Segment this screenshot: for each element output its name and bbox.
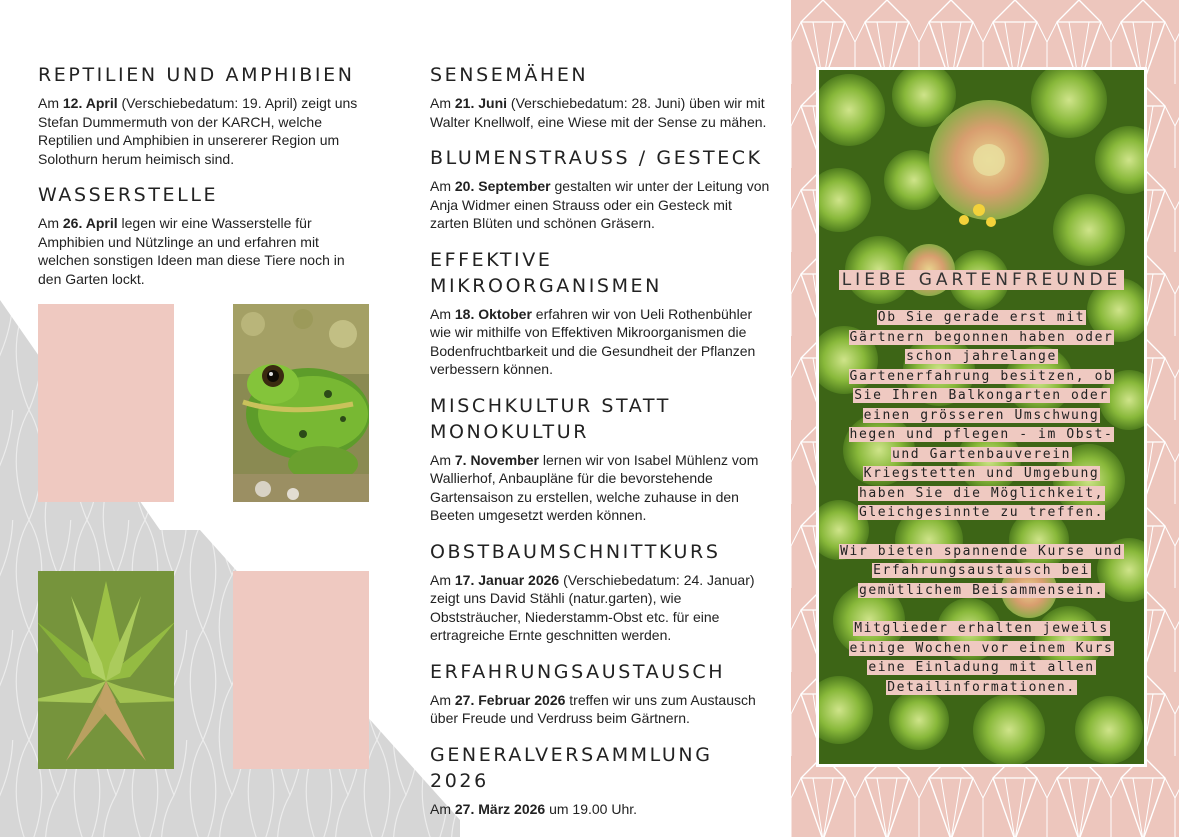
section-generalversammlung	[430, 742, 770, 819]
middle-column	[430, 62, 770, 832]
section-obstbaumschnitt	[430, 539, 770, 645]
section-text: Am 20. September gestalten wir unter der Leitung von Anja Widmer einen Strauss oder ein Gesteck mit zarten Blüten und schönen Gräsern.	[430, 178, 770, 231]
succulent-background-photo-frame	[816, 67, 1147, 767]
intro-text	[837, 308, 1127, 697]
section-text: Am 27. Februar 2026 treffen wir uns zum Austausch über Freude und Verdruss beim Gärtnern.	[430, 691, 756, 726]
section-sensemaehen	[430, 62, 770, 131]
frog-photo	[233, 304, 369, 502]
section-title: BLUMENSTRAUSS / GESTECK	[430, 147, 763, 169]
section-title: GENERALVERSAMMLUNG 2026	[430, 743, 713, 792]
section-text: Am 26. April legen wir eine Wasserstelle für Amphibien und Nützlinge an und erfahren mit welchen sonstigen Ideen man diese Tiere noch in den Garten lockt.	[38, 215, 345, 287]
section-erfahrungsaustausch	[430, 659, 770, 728]
section-text: Am 17. Januar 2026 (Verschiebedatum: 24. Januar) zeigt uns David Stähli (natur.garten), wie Obststräucher, Niederstamm-Obst etc. für eine ertragreiche Ernte geschnitten werden.	[430, 571, 755, 643]
left-column	[38, 62, 368, 302]
pink-block-top	[38, 304, 174, 502]
section-text: Am 18. Oktober erfahren wir von Ueli Rothenbühler wie wir mithilfe von Effektiven Mikroorganismen die Bodenfruchtbarkeit und die Gesundheit der Pflanzen verbessern können.	[430, 305, 756, 377]
section-title: WASSERSTELLE	[38, 184, 219, 206]
pink-block-bottom	[233, 571, 369, 769]
section-reptilien	[38, 62, 368, 168]
section-mikroorganismen	[430, 247, 770, 379]
section-title: OBSTBAUMSCHNITTKURS	[430, 540, 721, 563]
intro-paragraph: Mitglieder erhalten jeweils einige Wochen vor einem Kurs eine Einladung mit allen Detailinformationen.	[849, 621, 1114, 695]
section-text: Am 27. März 2026 um 19.00 Uhr.	[430, 800, 638, 817]
section-mischkultur	[430, 393, 770, 525]
section-title: SENSEMÄHEN	[430, 64, 589, 86]
section-wasserstelle	[38, 182, 368, 288]
section-title: ERFAHRUNGSAUSTAUSCH	[430, 660, 726, 683]
intro-overlay	[819, 270, 1144, 716]
section-text: Am 12. April (Verschiebedatum: 19. April) zeigt uns Stefan Dummermuth von der KARCH, welche Reptilien und Amphibien in unsererer Region um Solothurn herum heimisch sind.	[38, 95, 358, 167]
succulent-photo	[38, 571, 174, 769]
section-text: Am 7. November lernen wir von Isabel Mühlenz vom Wallierhof, Anbaupläne für die bevorstehende Gartensaison zu erstellen, welche zuhause in den Beeten umgesetzt werden können.	[430, 451, 759, 523]
section-blumenstrauss	[430, 145, 770, 233]
intro-title: LIEBE GARTENFREUNDE	[839, 270, 1125, 290]
section-title: MISCHKULTUR STATT MONOKULTUR	[430, 394, 671, 443]
section-title: REPTILIEN UND AMPHIBIEN	[38, 64, 355, 86]
intro-paragraph: Ob Sie gerade erst mit Gärtnern begonnen haben oder schon jahrelange Gartenerfahrung besitzen, ob Sie Ihren Balkongarten oder einen grösseren Umschwung hegen und pflegen - im Obst- und Gartenbauverein Kriegstetten und Umgebung haben Sie die Möglichkeit, Gleichgesinnte zu treffen.	[849, 310, 1114, 520]
intro-paragraph: Wir bieten spannende Kurse und Erfahrungsaustausch bei gemütlichem Beisammensein.	[840, 543, 1123, 598]
section-text: Am 21. Juni (Verschiebedatum: 28. Juni) üben wir mit Walter Knellwolf, eine Wiese mit der Sense zu mähen.	[430, 95, 767, 130]
section-title: EFFEKTIVE MIKROORGANISMEN	[430, 248, 662, 297]
